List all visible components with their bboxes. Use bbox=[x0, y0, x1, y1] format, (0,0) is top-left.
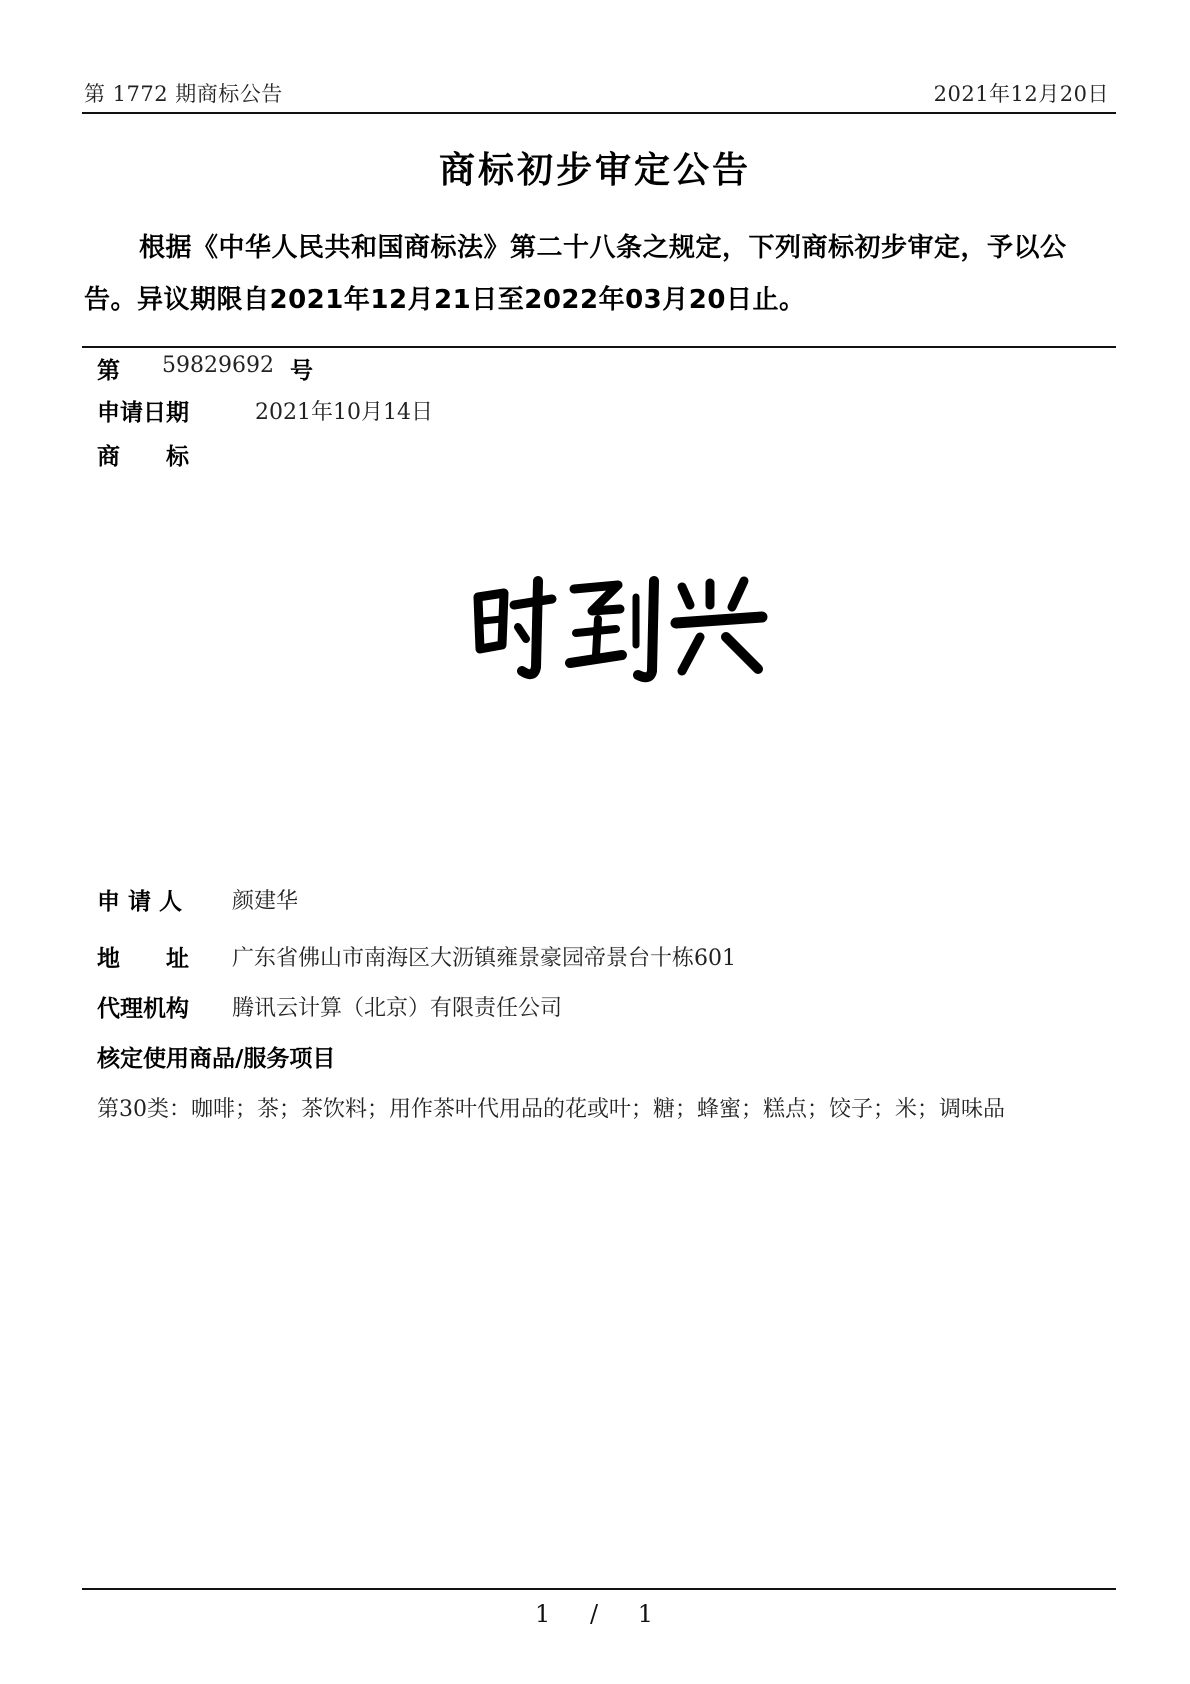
page-separator: / bbox=[589, 1600, 601, 1628]
footer-rule bbox=[82, 1588, 1116, 1590]
publication-date: 2021年12月20日 bbox=[933, 82, 1109, 106]
page-indicator bbox=[0, 1600, 1190, 1628]
address-label: 地 址 bbox=[97, 946, 189, 972]
reg-number-prefix: 第 bbox=[97, 358, 120, 384]
applicant-name: 颜建华 bbox=[232, 889, 299, 914]
header-rule bbox=[82, 112, 1116, 114]
application-date: 2021年10月14日 bbox=[255, 400, 433, 425]
mark-label: 商 标 bbox=[97, 444, 189, 470]
total-pages: 1 bbox=[637, 1600, 655, 1628]
goods-services-label: 核定使用商品/服务项目 bbox=[97, 1046, 336, 1072]
current-page: 1 bbox=[535, 1600, 553, 1628]
notice-paragraph: 根据《中华人民共和国商标法》第二十八条之规定，下列商标初步审定，予以公告。异议期限自2021年12月21日至2022年03月20日止。 bbox=[84, 233, 1067, 315]
goods-services-list: 第30类：咖啡；茶；茶饮料；用作茶叶代用品的花或叶；糖；蜂蜜；糕点；饺子；米；调味品 bbox=[97, 1097, 1005, 1122]
applicant-label: 申 请 人 bbox=[97, 889, 183, 915]
agent-value: 腾讯云计算（北京）有限责任公司 bbox=[232, 996, 563, 1021]
agent-label: 代理机构 bbox=[97, 996, 189, 1022]
page-title: 商标初步审定公告 bbox=[438, 150, 751, 191]
issue-number: 第 1772 期商标公告 bbox=[84, 82, 283, 106]
reg-number-suffix: 号 bbox=[290, 358, 313, 384]
reg-number: 59829692 bbox=[162, 353, 274, 378]
trademark-calligraphy-logo bbox=[470, 575, 770, 685]
section-rule bbox=[82, 346, 1116, 348]
application-date-label: 申请日期 bbox=[97, 400, 189, 426]
address-value: 广东省佛山市南海区大沥镇雍景豪园帝景台十栋601 bbox=[232, 946, 736, 971]
